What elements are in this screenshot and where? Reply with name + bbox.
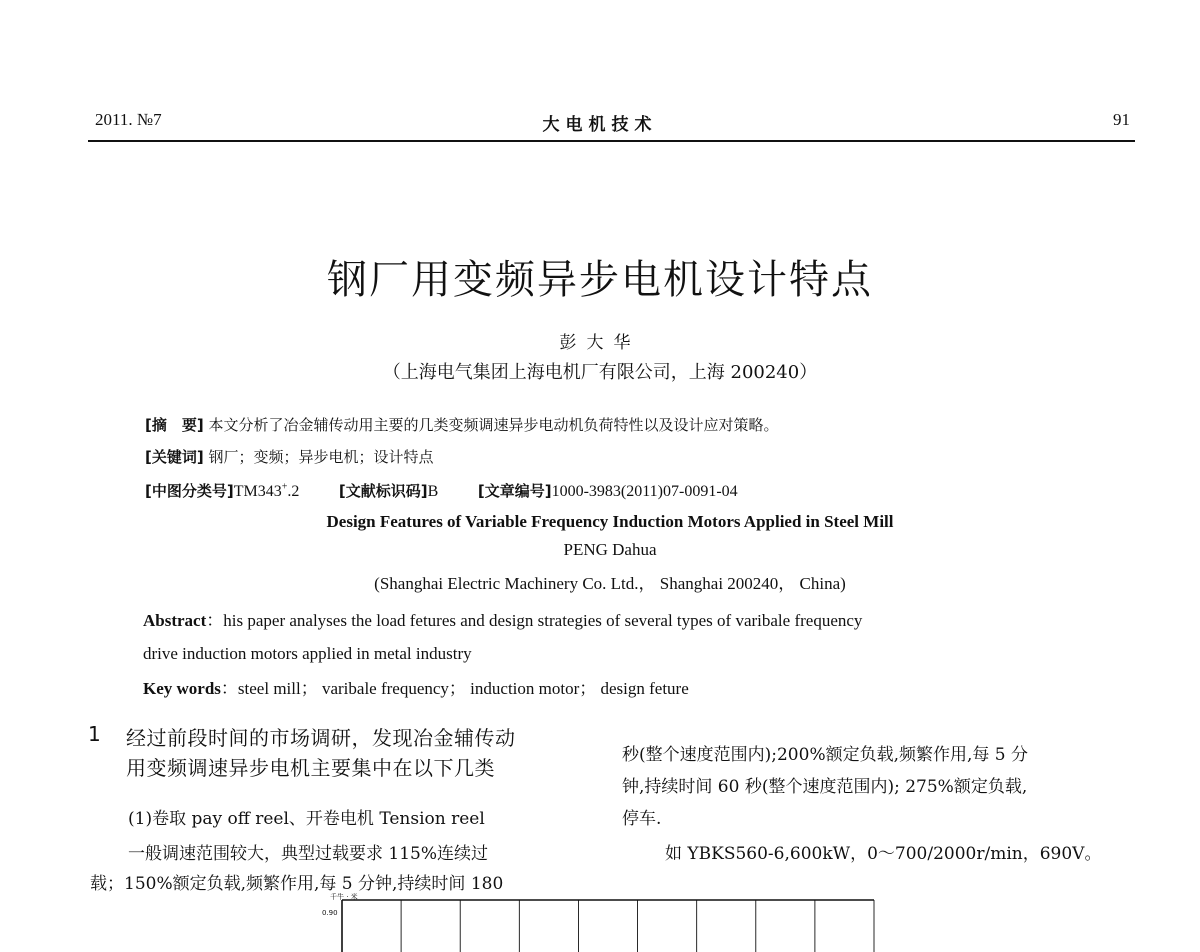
clc-value: TM343+.2 <box>233 481 300 500</box>
right-line-1: 秒(整个速度范围内);200%额定负载,频繁作用,每 5 分 <box>622 745 1029 765</box>
article-title: 钢厂用变频异步电机设计特点 <box>327 257 873 303</box>
right-example: 如 YBKS560-6,600kW，0～700/2000r/min，690V。 <box>665 844 1102 864</box>
english-abstract-label: Abstract <box>143 611 207 630</box>
section-heading-line1: 经过前段时间的市场调研，发现冶金辅传动 <box>126 726 516 750</box>
figure-top-tick-label: 0.90 <box>322 909 338 917</box>
english-abstract-line1: Abstract：his paper analyses the load fetures and design strategies of several types of varibale frequency <box>143 611 863 630</box>
english-keywords-label: Key words <box>143 679 221 698</box>
english-affiliation: (Shanghai Electric Machinery Co. Ltd.， Shanghai 200240， China) <box>374 574 846 593</box>
figure-grid <box>342 900 874 952</box>
classification-line <box>145 480 738 501</box>
section-heading-line2: 用变频调速异步电机主要集中在以下几类 <box>126 756 495 780</box>
left-paragraph-2-line1: 一般调速范围较大，典型过载要求 115%连续过 <box>128 844 489 864</box>
figure-y-unit: 千牛 · 米 <box>330 893 358 901</box>
article-no-label: [文章编号] <box>477 482 552 500</box>
keywords-cn <box>145 446 434 467</box>
right-line-2: 钟,持续时间 60 秒(整个速度范围内); 275%额定负载, <box>622 777 1028 797</box>
doc-code-label: [文献标识码] <box>338 482 428 500</box>
abstract-cn-text: 本文分析了冶金辅传动用主要的几类变频调速异步电动机负荷特性以及设计应对策略。 <box>208 416 779 434</box>
left-paragraph-1: (1)卷取 pay off reel、开卷电机 Tension reel <box>128 809 485 829</box>
journal-name: 大电机技术 <box>542 115 658 135</box>
right-line-3: 停车. <box>622 809 662 829</box>
article-affiliation: （上海电气集团上海电机厂有限公司，上海 200240） <box>382 362 818 383</box>
left-paragraph-2-line2: 载；150%额定负载,频繁作用,每 5 分钟,持续时间 180 <box>90 874 504 894</box>
abstract-cn-label: [摘 要] <box>145 416 204 434</box>
english-author: PENG Dahua <box>563 540 657 559</box>
english-keywords: Key words：steel mill； varibale frequency； induction motor； design feture <box>143 679 689 698</box>
english-abstract-line2: drive induction motors applied in metal industry <box>143 644 472 663</box>
keywords-cn-label: [关键词] <box>145 448 204 466</box>
page-number: 91 <box>1113 110 1130 129</box>
keywords-cn-text: 钢厂；变频；异步电机；设计特点 <box>208 448 434 466</box>
article-author: 彭大华 <box>559 333 641 353</box>
issue-label: 2011. №7 <box>95 110 162 129</box>
section-number: 1 <box>88 722 101 746</box>
english-title: Design Features of Variable Frequency Induction Motors Applied in Steel Mill <box>326 512 894 531</box>
abstract-cn <box>145 414 779 435</box>
article-no-value: 1000-3983(2011)07-0091-04 <box>551 483 738 500</box>
doc-code-value: B <box>427 483 439 500</box>
figure-chart <box>318 896 888 952</box>
header-rule <box>88 140 1135 142</box>
clc-label: [中图分类号] <box>145 482 234 500</box>
